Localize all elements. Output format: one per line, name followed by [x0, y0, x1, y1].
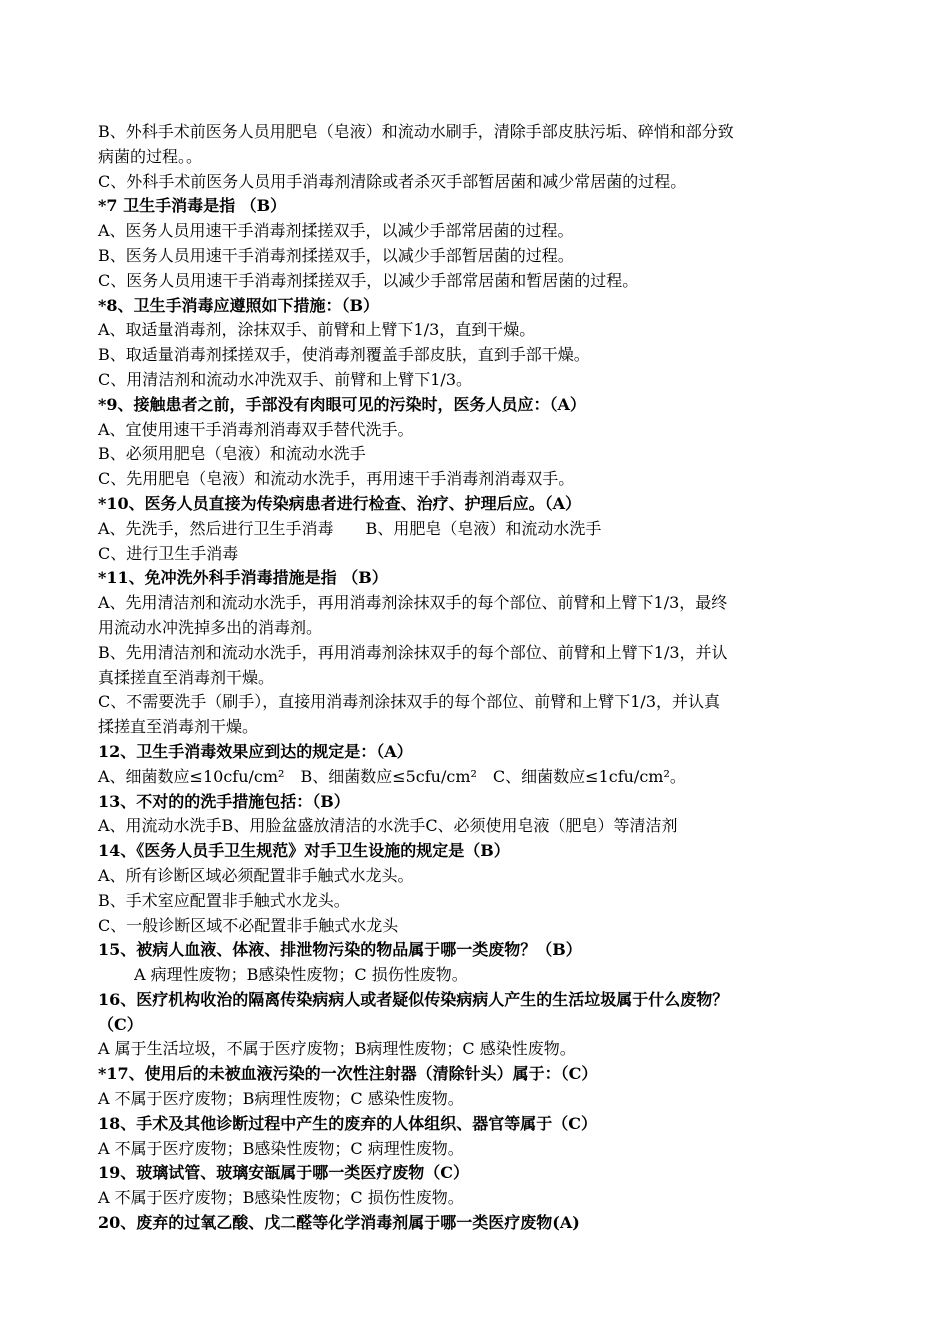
question-line: 13、不对的的洗手措施包括：（B） [98, 791, 350, 811]
question-line: *8、卫生手消毒应遵照如下措施：（B） [98, 295, 380, 315]
question-line: 12、卫生手消毒效果应到达的规定是：（A） [98, 741, 413, 761]
text-line: C、一般诊断区域不必配置非手触式水龙头 [98, 915, 399, 935]
text-line: A 病理性废物；B感染性废物；C 损伤性废物。 [134, 965, 468, 985]
text-line: B、外科手术前医务人员用肥皂（皂液）和流动水刷手，清除手部皮肤污垢、碎悄和部分致 [98, 122, 734, 141]
text-line: B、医务人员用速干手消毒剂揉搓双手，以减少手部暂居菌的过程。 [98, 245, 574, 265]
question-line: *10、医务人员直接为传染病患者进行检查、治疗、护理后应。（A） [98, 493, 582, 513]
document-page [98, 120, 868, 1236]
question-line: 20、废弃的过氧乙酸、戊二醛等化学消毒剂属于哪一类医疗废物(A) [98, 1213, 580, 1233]
question-line: *11、免冲洗外科手消毒措施是指 （B） [98, 568, 388, 588]
question-line: 14、《医务人员手卫生规范》对手卫生设施的规定是（B） [98, 841, 510, 861]
text-line: A、所有诊断区域必须配置非手触式水龙头。 [98, 865, 414, 885]
question-line: 19、玻璃试管、玻璃安瓿属于哪一类医疗废物（C） [98, 1163, 470, 1183]
text-line: 用流动水冲洗掉多出的消毒剂。 [98, 617, 323, 637]
text-line: 真揉搓直至消毒剂干燥。 [98, 667, 275, 687]
text-line: A、医务人员用速干手消毒剂揉搓双手，以减少手部常居菌的过程。 [98, 221, 574, 241]
question-line: *7 卫生手消毒是指 （B） [98, 196, 287, 216]
text-line: C、外科手术前医务人员用手消毒剂清除或者杀灭手部暂居菌和减少常居菌的过程。 [98, 171, 687, 191]
text-line: A、先洗手，然后进行卫生手消毒 B、用肥皂（皂液）和流动水洗手 [98, 518, 602, 538]
text-line: A 不属于医疗废物；B感染性废物；C 损伤性废物。 [98, 1188, 464, 1208]
text-line: A、宜使用速干手消毒剂消毒双手替代洗手。 [98, 419, 414, 439]
text-line: 揉搓直至消毒剂干燥。 [98, 717, 259, 737]
text-line: B、手术室应配置非手触式水龙头。 [98, 890, 350, 910]
text-line: C、进行卫生手消毒 [98, 543, 239, 563]
text-line: A 不属于医疗废物；B病理性废物；C 感染性废物。 [98, 1089, 464, 1109]
question-line: 15、被病人血液、体液、排泄物污染的物品属于哪一类废物？（B） [98, 940, 582, 960]
question-line: 16、医疗机构收治的隔离传染病病人或者疑似传染病病人产生的生活垃圾属于什么废物？ [98, 989, 729, 1009]
text-line: B、先用清洁剂和流动水洗手，再用消毒剂涂抹双手的每个部位、前臂和上臂下1/3，并认 [98, 642, 728, 662]
question-line: *17、使用后的未被血液污染的一次性注射器（清除针头）属于：（C） [98, 1064, 598, 1084]
question-line: 18、手术及其他诊断过程中产生的废弃的人体组织、器官等属于（C） [98, 1113, 598, 1133]
text-line: 病菌的过程。。 [98, 146, 203, 166]
text-line: A、细菌数应≤10cfu/cm² B、细菌数应≤5cfu/cm² C、细菌数应≤1cfu/cm²。 [98, 766, 686, 786]
text-line: A、用流动水洗手B、用脸盆盛放清洁的水洗手C、必须使用皂液（肥皂）等清洁剂 [98, 816, 678, 836]
question-line: （C） [98, 1014, 143, 1034]
text-line: B、必须用肥皂（皂液）和流动水洗手 [98, 444, 366, 464]
text-line: C、先用肥皂（皂液）和流动水洗手，再用速干手消毒剂消毒双手。 [98, 469, 575, 489]
text-line: C、不需要洗手（刷手），直接用消毒剂涂抹双手的每个部位、前臂和上臂下1/3，并认真 [98, 692, 720, 712]
text-line: A 不属于医疗废物；B感染性废物；C 病理性废物。 [98, 1138, 464, 1158]
text-line: C、用清洁剂和流动水冲洗双手、前臂和上臂下1/3。 [98, 369, 472, 389]
text-line: A、先用清洁剂和流动水洗手，再用消毒剂涂抹双手的每个部位、前臂和上臂下1/3，最终 [98, 593, 728, 613]
text-line: A、取适量消毒剂，涂抹双手、前臂和上臂下1/3，直到干燥。 [98, 320, 536, 340]
text-line: A 属于生活垃圾，不属于医疗废物；B病理性废物；C 感染性废物。 [98, 1039, 576, 1059]
question-line: *9、接触患者之前，手部没有肉眼可见的污染时，医务人员应：（A） [98, 394, 586, 414]
text-line: C、医务人员用速干手消毒剂揉搓双手，以减少手部常居菌和暂居菌的过程。 [98, 270, 639, 290]
text-line: B、取适量消毒剂揉搓双手，使消毒剂覆盖手部皮肤，直到手部干燥。 [98, 345, 590, 365]
